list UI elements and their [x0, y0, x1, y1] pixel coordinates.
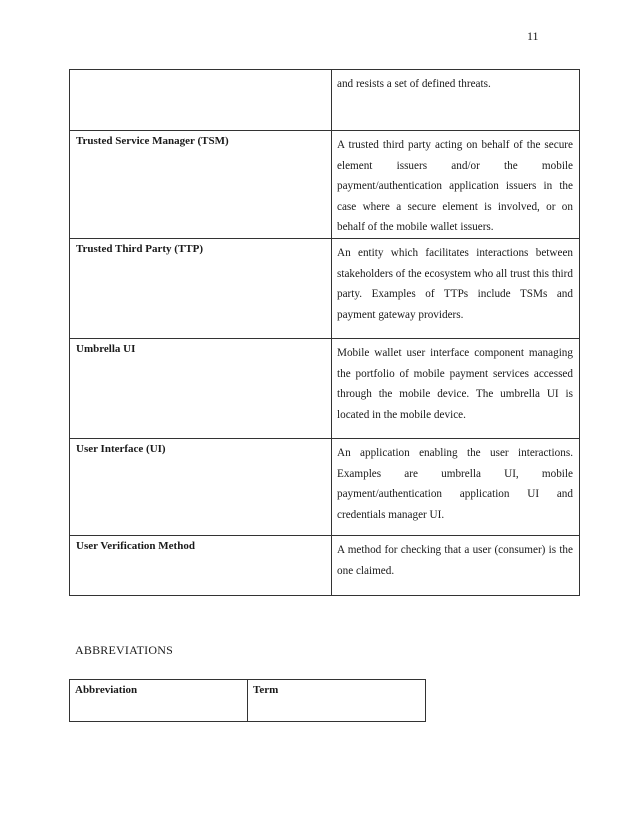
glossary-term: Trusted Third Party (TTP) — [70, 238, 332, 338]
glossary-row — [70, 535, 580, 595]
glossary-definition: An application enabling the user interactions. Examples are umbrella UI, mobile payment/authentication application UI and credentials manager UI. — [332, 438, 580, 535]
page-number: 11 — [527, 29, 539, 43]
abbreviations-table — [69, 679, 426, 722]
glossary-term: User Verification Method — [70, 535, 332, 595]
glossary-row — [70, 131, 580, 239]
glossary-definition: A trusted third party acting on behalf of the secure element issuers and/or the mobile payment/authentication application issuers in the case where a secure element is involved, or on behalf of the mobile wallet issuers. — [332, 131, 580, 239]
abbreviation-column-header: Abbreviation — [70, 680, 248, 722]
glossary-row — [70, 338, 580, 438]
glossary-term: User Interface (UI) — [70, 438, 332, 535]
glossary-term — [70, 70, 332, 131]
glossary-definition: A method for checking that a user (consumer) is the one claimed. — [332, 535, 580, 595]
term-column-header: Term — [248, 680, 426, 722]
glossary-row — [70, 438, 580, 535]
glossary-term: Trusted Service Manager (TSM) — [70, 131, 332, 239]
glossary-definition: An entity which facilitates interactions between stakeholders of the ecosystem who all trust this third party. Examples of TTPs include TSMs and payment gateway providers. — [332, 238, 580, 338]
glossary-term: Umbrella UI — [70, 338, 332, 438]
abbreviations-heading: ABBREVIATIONS — [75, 643, 173, 657]
glossary-table — [69, 69, 580, 596]
abbreviations-header-row — [70, 680, 426, 722]
glossary-row — [70, 238, 580, 338]
glossary-row — [70, 70, 580, 131]
glossary-definition: and resists a set of defined threats. — [332, 70, 580, 131]
glossary-definition: Mobile wallet user interface component managing the portfolio of mobile payment services accessed through the mobile device. The umbrella UI is located in the mobile device. — [332, 338, 580, 438]
